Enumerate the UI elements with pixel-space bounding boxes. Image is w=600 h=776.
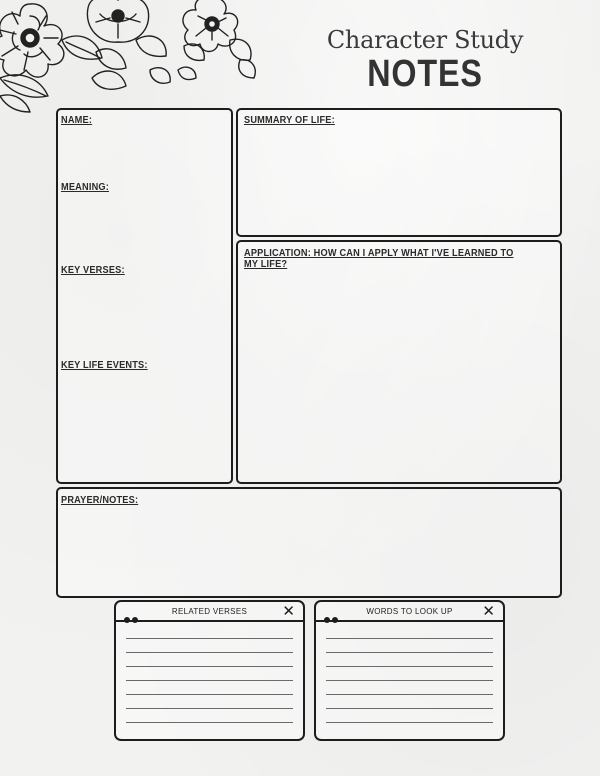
words-to-look-up-window	[314, 600, 505, 741]
summary-label: SUMMARY OF LIFE:	[244, 115, 335, 126]
window-title: WORDS TO LOOK UP	[366, 607, 453, 616]
window-title: RELATED VERSES	[171, 607, 248, 616]
prayer-notes-label: PRAYER/NOTES:	[61, 495, 139, 506]
summary-box	[236, 108, 562, 237]
application-label-line1: APPLICATION: HOW CAN I APPLY WHAT I'VE LEARNED TO	[244, 248, 514, 259]
meaning-label: MEANING:	[61, 182, 109, 193]
related-verses-window	[114, 600, 305, 741]
character-info-box	[56, 108, 233, 484]
window-titlebar	[116, 602, 303, 622]
writing-lines	[126, 638, 293, 736]
application-label-line2: MY LIFE?	[244, 259, 288, 270]
page-header	[300, 26, 550, 94]
prayer-notes-box	[56, 487, 562, 598]
window-titlebar	[316, 602, 503, 622]
title-main: NOTES	[367, 53, 483, 95]
title-script: Character Study	[326, 26, 524, 54]
name-label: NAME:	[61, 115, 93, 126]
application-box	[236, 240, 562, 484]
floral-illustration-icon	[0, 0, 260, 115]
close-icon: ✕	[282, 602, 295, 620]
key-verses-label: KEY VERSES:	[61, 265, 125, 276]
writing-lines	[326, 638, 493, 736]
close-icon: ✕	[482, 602, 495, 620]
key-life-events-label: KEY LIFE EVENTS:	[61, 360, 148, 371]
